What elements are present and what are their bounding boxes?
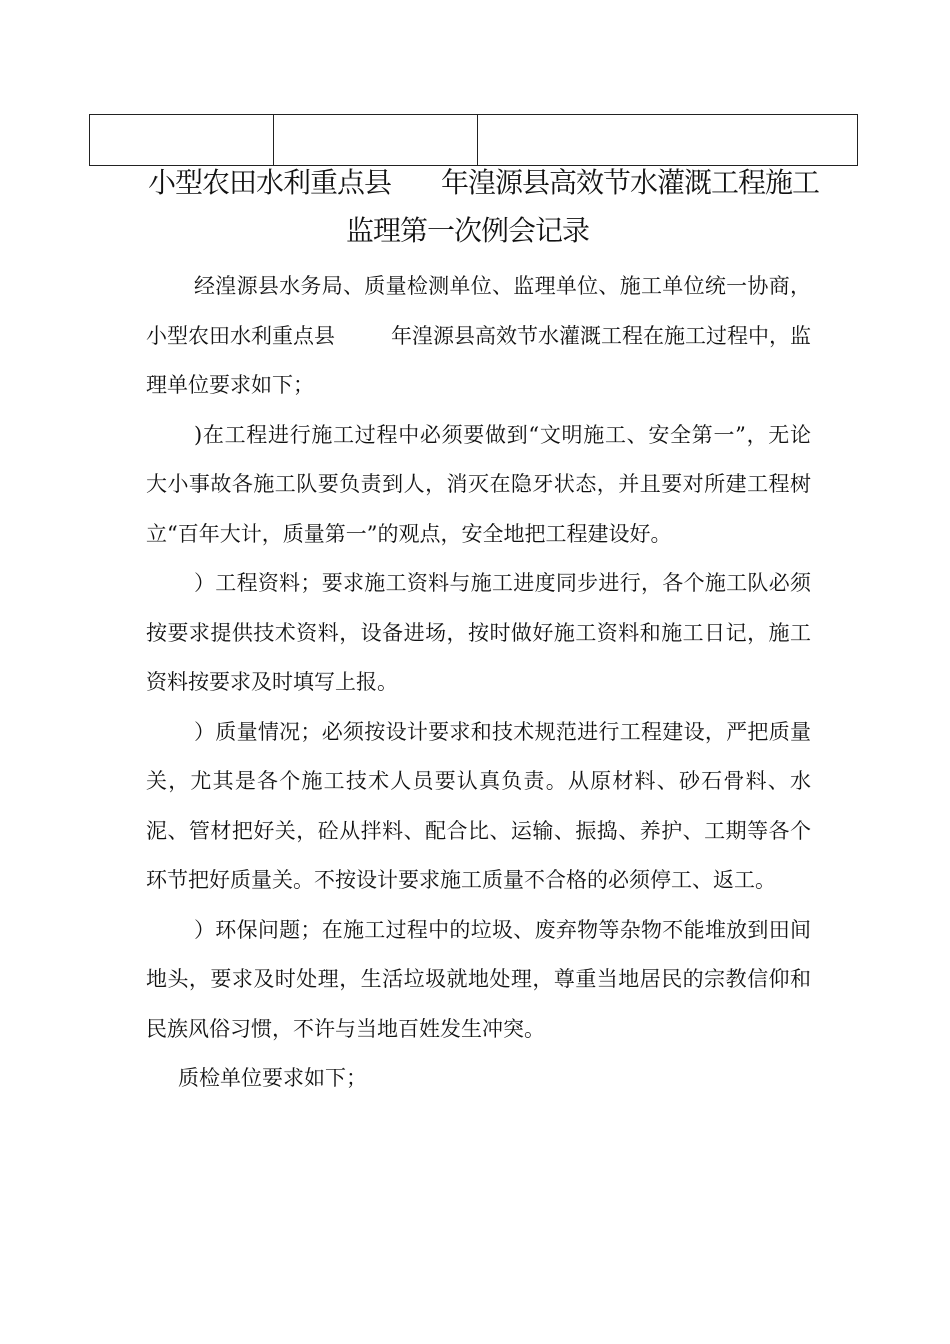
intro-text-part2: 年湟源县高效节水灌溉工程在施工过程中，监理单位要求如下； — [146, 323, 811, 397]
header-table-row — [90, 115, 858, 166]
title-segment-meeting: 监理第一次例会记录 — [346, 214, 590, 247]
title-segment-county: 小型农田水利重点县 — [148, 166, 392, 199]
header-cell-3 — [478, 115, 858, 166]
header-cell-1 — [90, 115, 274, 166]
title-segment-project: 年湟源县高效节水灌溉工程施工 — [441, 166, 820, 199]
requirement-item-4: ）环保问题；在施工过程中的垃圾、废弃物等杂物不能堆放到田间地头，要求及时处理，生活垃圾就地处理，尊重当地居民的宗教信仰和民族风俗习惯，不许与当地百姓发生冲突。 — [146, 917, 811, 1041]
intro-text-part1: 经湟源县水务局、质量检测单位、监理单位、施工单位统一协商，小型农田水利重点县 — [146, 274, 811, 348]
header-table — [89, 114, 858, 166]
quality-inspection-heading: 质检单位要求如下； — [178, 1066, 367, 1090]
header-cell-2 — [274, 115, 478, 166]
intro-paragraph — [146, 262, 811, 411]
document-body — [146, 262, 811, 1104]
requirement-item-3: ）质量情况；必须按设计要求和技术规范进行工程建设，严把质量关，尤其是各个施工技术人员要认真负责。从原材料、砂石骨料、水泥、管材把好关，砼从拌料、配合比、运输、振捣、养护、工期等各个环节把好质量关。不按设计要求施工质量不合格的必须停工、返工。 — [146, 719, 811, 892]
requirement-item-1: )在工程进行施工过程中必须要做到“文明施工、安全第一”，无论大小事故各施工队要负责到人，消灭在隐牙状态，并且要对所建工程树立“百年大计，质量第一”的观点，安全地把工程建设好。 — [146, 422, 811, 546]
requirement-item-2: ）工程资料；要求施工资料与施工进度同步进行，各个施工队必须按要求提供技术资料，设备进场，按时做好施工资料和施工日记，施工资料按要求及时填写上报。 — [146, 571, 811, 694]
